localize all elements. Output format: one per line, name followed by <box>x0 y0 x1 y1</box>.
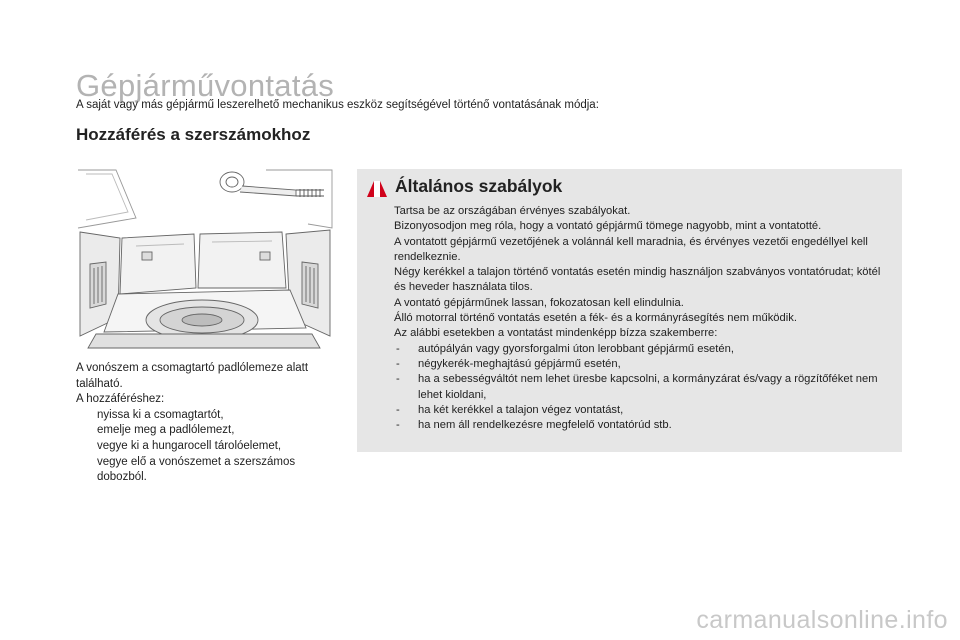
rule-paragraph: Tartsa be az országában érvényes szabályokat. <box>394 205 631 217</box>
list-item: vegye elő a vonószemet a szerszámos dobozból. <box>97 455 296 484</box>
watermark-link[interactable]: carmanualsonline.info <box>696 606 948 634</box>
rule-paragraph: A vontatott gépjármű vezetőjének a volánnál kell maradnia, és érvényes vezetői engedéllyel kell rendelkeznie. <box>394 235 868 263</box>
list-item: - ha a sebességváltót nem lehet üresbe kapcsolni, a kormányzárat és/vagy a rögzítőféket nem lehet kioldani, <box>396 373 878 401</box>
general-rules-body <box>394 204 894 433</box>
tool-access-steps <box>76 408 338 486</box>
tool-access-lead: A hozzáféréshez: <box>76 393 165 406</box>
warning-triangle-icon <box>366 179 388 199</box>
list-item: nyissa ki a csomagtartót, <box>97 408 224 421</box>
professional-towing-cases <box>394 342 894 434</box>
rule-paragraph: Négy kerékkel a talajon történő vontatás esetén mindig használjon szabványos vontatórudat; kötél és heveder használata tilos. <box>394 266 881 294</box>
list-item: - négykerék-meghajtású gépjármű esetén, <box>396 357 621 370</box>
trunk-tool-illustration <box>76 168 334 350</box>
list-item: - ha két kerékkel a talajon végez vontatást, <box>396 403 624 416</box>
page-title: Gépjárművontatás <box>76 68 335 103</box>
rule-paragraph: Álló motorral történő vontatás esetén a fék- és a kormányrásegítés nem működik. <box>394 312 797 325</box>
tool-access-intro: A vonószem a csomagtartó padlólemeze alatt található. <box>76 362 309 390</box>
list-item: - autópályán vagy gyorsforgalmi úton lerobbant gépjármű esetén, <box>396 342 734 355</box>
list-item: vegye ki a hungarocell tárolóelemet, <box>97 439 282 452</box>
rule-paragraph: A vontató gépjárműnek lassan, fokozatosan kell elindulnia. <box>394 296 684 309</box>
rule-paragraph: Az alábbi esetekben a vontatást mindenképp bízza szakemberre: <box>394 327 718 340</box>
list-item: emelje meg a padlólemezt, <box>97 424 235 437</box>
rule-paragraph: Bizonyosodjon meg róla, hogy a vontató gépjármű tömege nagyobb, mint a vontatotté. <box>394 220 822 233</box>
general-rules-box <box>357 169 902 452</box>
page-subtitle: A saját vagy más gépjármű leszerelhető mechanikus eszköz segítségével történő vontatásának módja: <box>76 99 599 111</box>
general-rules-title: Általános szabályok <box>395 176 563 196</box>
section-heading-tool-access: Hozzáférés a szerszámokhoz <box>76 125 311 144</box>
list-item: - ha nem áll rendelkezésre megfelelő vontatórúd stb. <box>396 419 672 432</box>
tool-access-text <box>76 361 338 486</box>
